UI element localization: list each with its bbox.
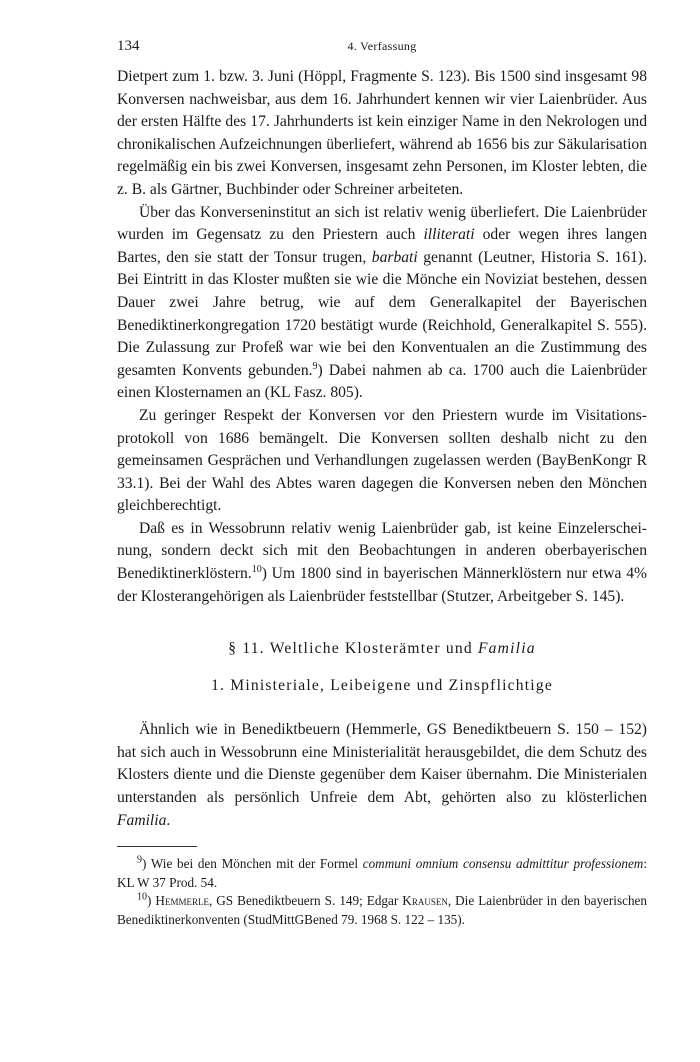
text-run: , Die Laienbrüder in den bayerischen Benediktinerkonventen (StudMittGBened 79. 1968 S. 122 – 135). xyxy=(117,893,647,927)
text-run: . xyxy=(166,811,171,829)
text-run: Über das Konverseninstitut an sich ist relativ wenig überliefert. Die Laienbrüder wurden im Gegensatz zu den Priestern auch xyxy=(117,203,647,244)
book-page xyxy=(117,38,647,929)
text-run: , GS Benediktbeuern S. 149; Edgar xyxy=(208,893,403,909)
page-header xyxy=(117,38,647,66)
text-run: ) Dabei nahmen ab ca. 1700 auch die Laienbrüder einen Klosternamen an (KL Fasz. 805). xyxy=(117,361,647,402)
footnote-ref: 10 xyxy=(251,563,262,575)
italic-text: illiterati xyxy=(423,226,475,244)
author-name: Krausen xyxy=(402,893,448,909)
section-heading-text: § 11. Weltliche Klosterämter und xyxy=(228,640,478,658)
footnote-ref: 9 xyxy=(137,854,142,866)
author-name: Hemmerle xyxy=(155,893,209,909)
paragraph xyxy=(117,518,647,608)
italic-text: barbati xyxy=(371,248,418,266)
text-run: Ähnlich wie in Benediktbeuern (Hemmerle, GS Benediktbeuern S. 150 – 152) hat sich auch in Wessobrunn eine Ministerialität herausgebildet, die dem Schutz des Klosters diente und die Dienste gegenüber dem Kaiser übernahm. Die Ministerialen unterstanden als persönlich Unfreie dem Abt, gehörten also zu klösterlichen xyxy=(117,721,647,807)
subsection-heading: 1. Ministeriale, Leibeigene und Zinspflichtige xyxy=(211,677,553,695)
text-run: oder wegen ihres langen Bartes, den sie statt der Tonsur trugen, xyxy=(117,226,647,266)
paragraph xyxy=(117,202,647,405)
paragraph xyxy=(117,405,647,518)
section-heading-italic: Familia xyxy=(477,640,536,658)
paragraph xyxy=(117,719,647,832)
text-run: ) Um 1800 sind in bayerischen Männerklöstern nur etwa 4% der Klosterangehörigen als Laienbrüder feststellbar (Stutzer, Arbeitgeber S. 145). xyxy=(117,565,647,605)
text-run: : KL W 37 Prod. 54. xyxy=(117,856,647,890)
text-run: ) xyxy=(147,893,156,909)
footnote xyxy=(117,855,647,892)
running-head: 4. Verfassung xyxy=(347,39,417,53)
text-run: Dietpert zum 1. bzw. 3. Juni (Höppl, Fragmente S. 123). Bis 1500 sind insgesamt 98 Konversen nachweisbar, aus dem 16. Jahrhundert kennen wir vier Laienbrüder. Aus der ersten Hälfte des 17. Jahrhunderts ist kein einziger Name in den Nekrologen und chronikalischen Aufzeichnungen überliefert, während ab 1656 bis zur Säkularisation regelmäßig ein bis zwei Konversen, insgesamt zehn Personen, im Kloster lebten, die z. B. als Gärtner, Buchbinder oder Schreiner arbeiteten. xyxy=(117,68,647,198)
page-number: 134 xyxy=(117,38,140,54)
paragraph xyxy=(117,66,647,202)
footnote-ref: 10 xyxy=(137,891,147,903)
text-run: ) Wie bei den Mönchen mit der Formel xyxy=(142,856,363,872)
text-run: Zu geringer Respekt der Konversen vor den Priestern wurde im Visitationsprotokoll von 1686 bemängelt. Die Konversen sollten deshalb nicht zu den gemeinsamen Gesprächen und Verhandlungen zugelassen werden (BayBenKongr R 33.1). Bei der Wahl des Abtes waren dagegen die Konversen neben den Mönchen gleichberechtigt. xyxy=(117,406,647,515)
footnote-ref: 9 xyxy=(312,360,318,372)
main-text xyxy=(117,66,647,832)
italic-text: Familia xyxy=(117,811,167,829)
footnote-divider xyxy=(117,846,197,847)
section-heading xyxy=(117,640,647,658)
footnotes xyxy=(117,855,647,929)
text-run: Daß es in Wessobrunn relativ wenig Laienbrüder gab, ist keine Einzelerscheinung, sondern deckt sich mit den Beobachtungen in anderen oberbayerischen Benediktinerklöstern. xyxy=(117,519,647,583)
italic-text: communi omnium consensu admittitur professionem xyxy=(362,856,644,872)
text-run: genannt (Leutner, Historia S. 161). Bei Eintritt in das Kloster mußten sie wie die Mönche ein Noviziat bestehen, dessen Dauer zwei Jahre betrug, wie auf dem Generalkapitel der Bayerischen Benediktinerkongregation 1720 bestätigt wurde (Reichhold, Generalkapitel S. 555). Die Zulassung zur Profeß war wie bei den Konventualen an die Zustimmung des gesamten Konvents gebunden. xyxy=(117,248,647,379)
footnote xyxy=(117,892,647,929)
